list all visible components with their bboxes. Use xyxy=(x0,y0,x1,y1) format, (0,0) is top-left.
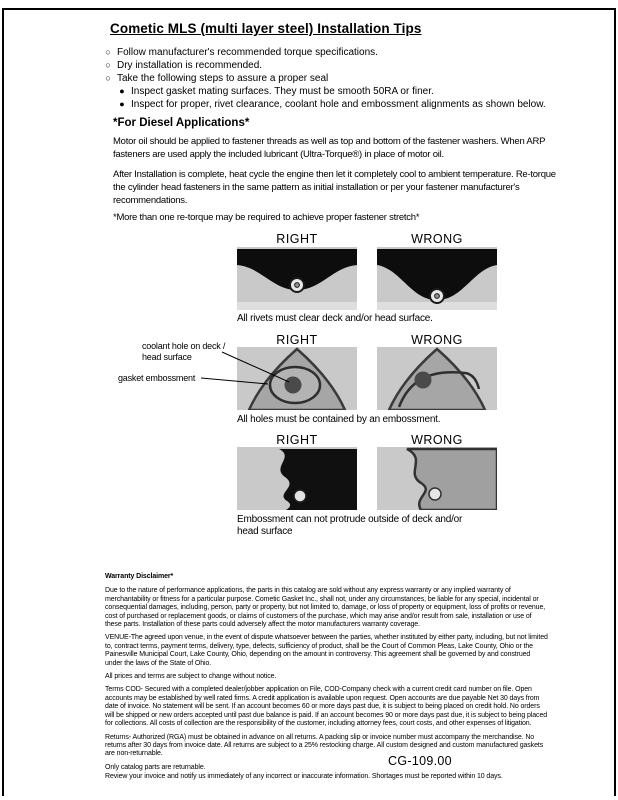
diesel-paragraph-1: Motor oil should be applied to fastener threads as well as top and bottom of the fastener washers. When ARP fasteners are used apply the included lubricant (Ultra-Torque®) in place of motor oil. xyxy=(113,136,545,160)
disclaimer-paragraph: All prices and terms are subject to change without notice. xyxy=(105,673,277,681)
right-label: RIGHT xyxy=(276,333,318,347)
tip-text: Inspect for proper, rivet clearance, coolant hole and embossment alignments as shown below. xyxy=(131,99,546,110)
wrong-label: WRONG xyxy=(411,333,463,347)
warranty-disclaimer xyxy=(105,573,548,787)
list-item xyxy=(118,98,546,111)
rivet-caption: All rivets must clear deck and/or head surface. xyxy=(237,313,433,324)
list-item xyxy=(104,59,546,72)
tip-text: Dry installation is recommended. xyxy=(117,60,263,71)
disclaimer-paragraph: Review your invoice and notify us immediately of any incorrect or inaccurate information. Shortages must be reported within 10 days. xyxy=(105,773,503,781)
embossment-wrong-diagram xyxy=(377,347,497,410)
tip-text: Follow manufacturer's recommended torque specifications. xyxy=(117,47,378,58)
retorque-note: *More than one re-torque may be required to achieve proper fastener stretch* xyxy=(113,212,420,223)
tip-text: Take the following steps to assure a proper seal xyxy=(117,73,329,84)
wrong-label: WRONG xyxy=(411,232,463,246)
disclaimer-paragraph: Only catalog parts are returnable. xyxy=(105,763,206,771)
disclaimer-paragraph: Returns- Authorized (RGA) must be obtained in advance on all returns. A packing slip or invoice number must accompany the merchandise. No returns after 30 days from invoice date. All returns are subject to a 25% restocking charge. All custom designed and custom manufactured gaskets are non-returnable. xyxy=(105,733,544,758)
protrusion-right-diagram xyxy=(237,447,357,510)
bullet-icon: ○ xyxy=(105,47,111,57)
wrong-label: WRONG xyxy=(411,433,463,447)
disclaimer-paragraph: Terms COD- Secured with a completed dealer/jobber application on File, COD-Company check with a current credit card number on file. Open accounts may be established by well rated firms. A credit application is available upon request. Open accounts are due payable Net 30 days from date of invoice. No statement will be sent. If an account becomes 60 or more days past due, it is subject to being placed on credit hold. No orders will be shipped or new orders accepted until past due balance is paid. If an account becomes 90 or more days past due, it is subject to being placed for collections. All costs of collection are the responsibility of the customer, including attorney fees, court costs, and other expenses of litigation. xyxy=(105,686,548,728)
embossment-right-diagram xyxy=(237,347,357,410)
list-item xyxy=(104,72,546,85)
page-title: Cometic MLS (multi layer steel) Installation Tips xyxy=(110,21,422,36)
diagram-section xyxy=(0,232,618,544)
holes-caption: All holes must be contained by an embossment. xyxy=(237,414,441,425)
protrusion-caption: Embossment can not protrude outside of deck and/or head surface xyxy=(237,514,463,537)
list-item xyxy=(104,46,546,59)
disclaimer-heading: Warranty Disclaimer* xyxy=(105,573,174,580)
disclaimer-paragraph: Due to the nature of performance applications, the parts in this catalog are sold without any express warranty or any implied warranty of merchantability or fitness for a particular purpose. Cometic Gasket Inc., shall not, under any circumstances, be liable for any special, incidental or consequential damages, including, person, party or property, but not limited to, damage, or loss of property or equipment, loss of profits or revenue, cost of purchased or replacement goods, or claims of customers of the purchase, which may arise and/or result from sale, installation or use of these parts. Installation of these parts could adversely affect the motor manufacturers warranty coverage. xyxy=(105,587,546,629)
coolant-hole-annotation: coolant hole on deck / head surface xyxy=(142,341,226,362)
rivet-wrong-diagram xyxy=(377,247,497,310)
diesel-applications-heading: *For Diesel Applications* xyxy=(113,117,250,129)
bullet-icon: ● xyxy=(119,99,125,109)
bullet-icon: ● xyxy=(119,86,125,96)
bullet-icon: ○ xyxy=(105,73,111,83)
gasket-embossment-annotation: gasket embossment xyxy=(118,373,196,383)
tip-text: Inspect gasket mating surfaces. They must be smooth 50RA or finer. xyxy=(131,86,434,97)
protrusion-wrong-diagram xyxy=(377,447,497,510)
bullet-icon: ○ xyxy=(105,60,111,70)
rivet-right-diagram xyxy=(237,247,357,310)
right-label: RIGHT xyxy=(276,433,318,447)
right-label: RIGHT xyxy=(276,232,318,246)
page-code: CG-109.00 xyxy=(388,754,452,768)
list-item xyxy=(118,85,546,98)
installation-tips-list xyxy=(104,46,546,111)
diesel-paragraph-2: After Installation is complete, heat cycle the engine then let it completely cool to ambient temperature. Re-torque the cylinder head fasteners in the same pattern as initial installation or per your fastener manufacturer's recommendations. xyxy=(113,169,556,206)
disclaimer-paragraph: VENUE-The agreed upon venue, in the event of dispute whatsoever between the parties, whether instituted by either party, including, but not limited to, contract terms, payment terms, delivery, type, defects, sufficiency of product, shall be the Court of Common Pleas, Lake County, Ohio or the Painesville Municipal Court, Lake County, Ohio, depending on the amount in controversy. This agreement shall be governed by and construed under the laws of the State of Ohio. xyxy=(105,634,548,667)
